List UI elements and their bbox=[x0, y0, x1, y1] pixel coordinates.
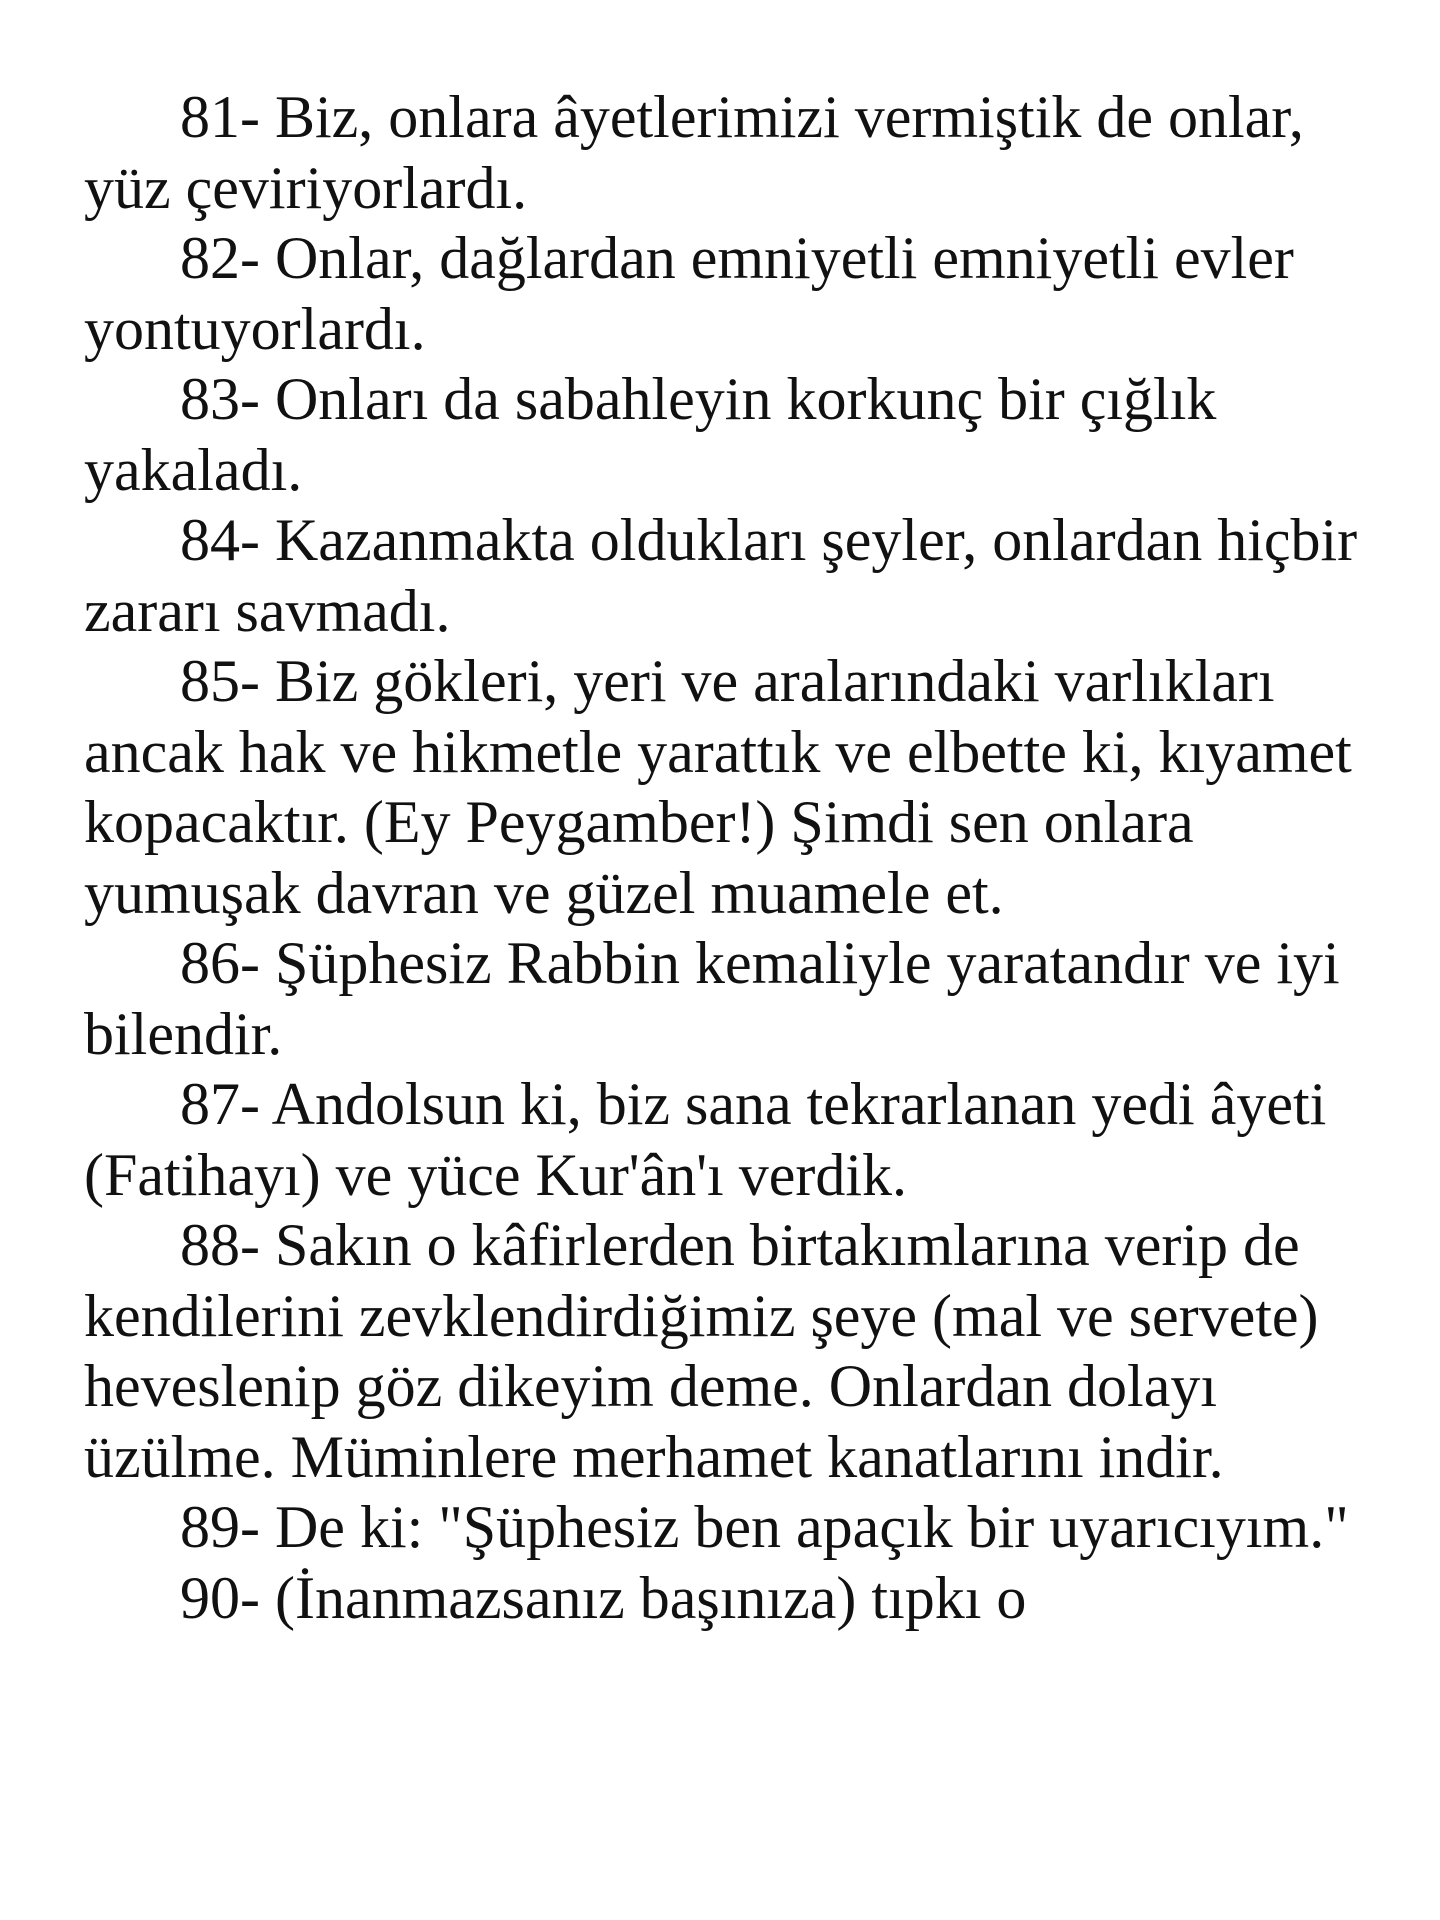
document-page bbox=[84, 82, 1394, 1633]
verse-90: 90- (İnanmazsanız başınıza) tıpkı o bbox=[180, 1564, 1027, 1631]
verse-84: 84- Kazanmakta oldukları şeyler, onlardan hiçbir zararı savmadı. bbox=[84, 507, 1358, 644]
verse-83: 83- Onları da sabahleyin korkunç bir çığlık yakaladı. bbox=[84, 366, 1217, 503]
verse-87: 87- Andolsun ki, biz sana tekrarlanan yedi âyeti (Fatihayı) ve yüce Kur'ân'ı verdik. bbox=[84, 1071, 1327, 1208]
verse-86: 86- Şüphesiz Rabbin kemaliyle yaratandır ve iyi bilendir. bbox=[84, 930, 1340, 1067]
verse-82: 82- Onlar, dağlardan emniyetli emniyetli evler yontuyorlardı. bbox=[84, 225, 1294, 362]
verse-88: 88- Sakın o kâfirlerden birtakımlarına verip de kendilerini zevklendirdiğimiz şeye (mal ve servete) heveslenip göz dikeyim deme. Onlardan dolayı üzülme. Müminlere merhamet kanatlarını indir. bbox=[84, 1212, 1319, 1490]
verse-89: 89- De ki: "Şüphesiz ben apaçık bir uyarıcıyım." bbox=[180, 1494, 1349, 1560]
verse-85: 85- Biz gökleri, yeri ve aralarındaki varlıkları ancak hak ve hikmetle yarattık ve elbette ki, kıyamet kopacaktır. (Ey Peygamber!) Şimdi sen onlara yumuşak davran ve güzel muamele et. bbox=[84, 648, 1352, 926]
verse-81: 81- Biz, onlara âyetlerimizi vermiştik de onlar, yüz çeviriyorlardı. bbox=[84, 84, 1304, 221]
